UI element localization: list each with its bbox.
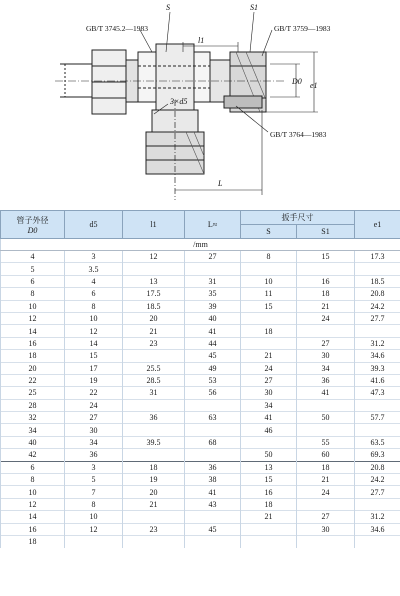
- table-cell: 30: [241, 387, 297, 399]
- table-cell: 7: [65, 486, 123, 498]
- table-cell: 30: [65, 424, 123, 436]
- table-cell: 23: [123, 523, 185, 535]
- table-cell: 27.7: [355, 312, 400, 324]
- table-cell: 27: [241, 374, 297, 386]
- table-cell: [355, 424, 400, 436]
- table-cell: 3: [65, 461, 123, 473]
- table-row: [1, 251, 400, 263]
- table-cell: 18: [1, 535, 65, 547]
- table-cell: 3: [65, 251, 123, 263]
- table-cell: 10: [65, 312, 123, 324]
- table-cell: 15: [65, 350, 123, 362]
- table-cell: 27: [65, 412, 123, 424]
- table-cell: [241, 523, 297, 535]
- table-cell: 21: [241, 511, 297, 523]
- table-cell: 41.6: [355, 374, 400, 386]
- fitting-drawing: [0, 0, 400, 208]
- table-cell: [355, 325, 400, 337]
- table-cell: 17.5: [123, 288, 185, 300]
- table-cell: 35: [185, 288, 241, 300]
- table-cell: 39.3: [355, 362, 400, 374]
- header-L: L≈: [185, 211, 241, 239]
- label-S: S: [166, 3, 170, 12]
- table-cell: 16: [1, 523, 65, 535]
- table-cell: 21: [297, 300, 355, 312]
- table-row: [1, 535, 400, 547]
- table-cell: [123, 511, 185, 523]
- table-cell: [355, 399, 400, 411]
- table-cell: [123, 449, 185, 461]
- table-cell: 10: [65, 511, 123, 523]
- table-cell: 19: [65, 374, 123, 386]
- table-cell: 5: [65, 474, 123, 486]
- table-cell: 12: [1, 498, 65, 510]
- label-3xd5: 3×d5: [170, 97, 188, 106]
- table-cell: 14: [1, 325, 65, 337]
- label-L: L: [218, 179, 223, 188]
- header-wrench-size: 扳手尺寸: [241, 211, 355, 225]
- table-row: [1, 350, 400, 362]
- table-cell: 36: [297, 374, 355, 386]
- table-cell: 18: [297, 461, 355, 473]
- table-cell: 24: [297, 486, 355, 498]
- table-row: [1, 312, 400, 324]
- table-cell: 30: [297, 350, 355, 362]
- table-cell: 8: [241, 251, 297, 263]
- table-cell: 3.5: [65, 263, 123, 275]
- label-S1: S1: [250, 3, 258, 12]
- table-cell: [297, 498, 355, 510]
- label-e1: e1: [310, 81, 318, 90]
- table-cell: [355, 535, 400, 547]
- table-cell: 23: [123, 337, 185, 349]
- table-cell: 22: [65, 387, 123, 399]
- unit-label: /mm: [1, 239, 400, 251]
- table-cell: [241, 263, 297, 275]
- table-cell: 8: [65, 300, 123, 312]
- table-cell: 21: [241, 350, 297, 362]
- table-cell: 13: [241, 461, 297, 473]
- table-cell: [297, 399, 355, 411]
- table-row: [1, 449, 400, 461]
- table-cell: 60: [297, 449, 355, 461]
- table-cell: 8: [65, 498, 123, 510]
- table-cell: 31: [185, 275, 241, 287]
- table-row: [1, 325, 400, 337]
- left-nut: [92, 50, 138, 114]
- table-cell: 50: [297, 412, 355, 424]
- table-cell: 14: [1, 511, 65, 523]
- table-cell: 18: [1, 350, 65, 362]
- table-cell: 24: [65, 399, 123, 411]
- table-row: [1, 461, 400, 473]
- table-cell: 18.5: [355, 275, 400, 287]
- table-cell: 4: [65, 275, 123, 287]
- table-cell: 14: [65, 337, 123, 349]
- table-cell: [185, 511, 241, 523]
- table-cell: 36: [123, 412, 185, 424]
- table-cell: 15: [297, 251, 355, 263]
- table-cell: [297, 325, 355, 337]
- table-cell: 34: [241, 399, 297, 411]
- table-cell: 16: [1, 337, 65, 349]
- table-cell: [185, 263, 241, 275]
- table-cell: 34.6: [355, 523, 400, 535]
- table-cell: 47.3: [355, 387, 400, 399]
- table-cell: 17: [65, 362, 123, 374]
- table-cell: 69.3: [355, 449, 400, 461]
- table-cell: 21: [297, 474, 355, 486]
- table-cell: 46: [241, 424, 297, 436]
- table-cell: 31: [123, 387, 185, 399]
- table-cell: [297, 535, 355, 547]
- table-cell: 53: [185, 374, 241, 386]
- table-row: [1, 436, 400, 448]
- table-cell: 41: [241, 412, 297, 424]
- table-cell: 12: [1, 312, 65, 324]
- header-S: S: [241, 225, 297, 239]
- table-cell: 63.5: [355, 436, 400, 448]
- table-cell: [123, 350, 185, 362]
- table-row: [1, 374, 400, 386]
- table-row: [1, 412, 400, 424]
- table-cell: 50: [241, 449, 297, 461]
- table-cell: 18: [297, 288, 355, 300]
- left-pipe: [60, 64, 92, 97]
- table-cell: 19: [123, 474, 185, 486]
- table-cell: 34.6: [355, 350, 400, 362]
- table-cell: 41: [185, 325, 241, 337]
- table-cell: 20: [1, 362, 65, 374]
- table-cell: 28: [1, 399, 65, 411]
- table-cell: 15: [241, 474, 297, 486]
- table-cell: [297, 424, 355, 436]
- table-cell: 44: [185, 337, 241, 349]
- table-cell: 17.3: [355, 251, 400, 263]
- table-cell: [185, 449, 241, 461]
- table-cell: 24.2: [355, 300, 400, 312]
- table-cell: 18: [241, 498, 297, 510]
- table-cell: 45: [185, 523, 241, 535]
- table-cell: 8: [1, 474, 65, 486]
- table-cell: [241, 436, 297, 448]
- bottom-fitting: [146, 100, 204, 200]
- table-cell: [123, 424, 185, 436]
- table-body: [1, 251, 400, 548]
- table-cell: 11: [241, 288, 297, 300]
- table-cell: 68: [185, 436, 241, 448]
- table-cell: 57.7: [355, 412, 400, 424]
- table-row: [1, 263, 400, 275]
- table-row: [1, 387, 400, 399]
- table-row: [1, 362, 400, 374]
- table-cell: 40: [185, 312, 241, 324]
- table-cell: [355, 498, 400, 510]
- table-cell: 56: [185, 387, 241, 399]
- table-cell: 27.7: [355, 486, 400, 498]
- table-cell: 32: [1, 412, 65, 424]
- table-row: [1, 300, 400, 312]
- table-cell: 55: [297, 436, 355, 448]
- table-cell: 18: [123, 461, 185, 473]
- table-cell: 36: [65, 449, 123, 461]
- table-cell: 45: [185, 350, 241, 362]
- table-cell: 36: [185, 461, 241, 473]
- table-cell: 12: [65, 325, 123, 337]
- header-S1: S1: [297, 225, 355, 239]
- table-row: [1, 474, 400, 486]
- table-cell: 31.2: [355, 511, 400, 523]
- table-cell: 30: [297, 523, 355, 535]
- header-e1: e1: [355, 211, 400, 239]
- table-cell: 34: [297, 362, 355, 374]
- dimension-table: [0, 210, 400, 596]
- table-cell: 20.8: [355, 288, 400, 300]
- table-cell: 42: [1, 449, 65, 461]
- table-cell: [123, 535, 185, 547]
- table-cell: [355, 263, 400, 275]
- table-cell: 25: [1, 387, 65, 399]
- table-row: [1, 511, 400, 523]
- std-label-left: GB/T 3745.2—1983: [86, 24, 148, 33]
- table-cell: 39.5: [123, 436, 185, 448]
- table-cell: [185, 424, 241, 436]
- table-cell: [65, 535, 123, 547]
- header-l1: l1: [123, 211, 185, 239]
- table-cell: [297, 263, 355, 275]
- table-cell: 16: [297, 275, 355, 287]
- table-cell: 12: [65, 523, 123, 535]
- table-cell: 25.5: [123, 362, 185, 374]
- table-cell: 43: [185, 498, 241, 510]
- table-cell: [185, 535, 241, 547]
- table-row: [1, 486, 400, 498]
- table-cell: 41: [185, 486, 241, 498]
- table-cell: 22: [1, 374, 65, 386]
- table-cell: 41: [297, 387, 355, 399]
- table-cell: 4: [1, 251, 65, 263]
- std-label-bottom: GB/T 3764—1983: [270, 130, 327, 139]
- table-cell: 63: [185, 412, 241, 424]
- table-cell: 10: [241, 275, 297, 287]
- label-D0: D0: [292, 77, 302, 86]
- table-cell: 18.5: [123, 300, 185, 312]
- table-cell: 20.8: [355, 461, 400, 473]
- table-cell: 31.2: [355, 337, 400, 349]
- table-cell: 10: [1, 300, 65, 312]
- table-row: [1, 337, 400, 349]
- table-cell: 13: [123, 275, 185, 287]
- table-row: [1, 399, 400, 411]
- table-cell: 20: [123, 312, 185, 324]
- table-cell: 6: [65, 288, 123, 300]
- table-row: [1, 288, 400, 300]
- table-cell: 12: [123, 251, 185, 263]
- header-pipe-od: 管子外径 D0: [1, 211, 65, 239]
- table-cell: [241, 312, 297, 324]
- table-cell: 20: [123, 486, 185, 498]
- table-cell: 27: [185, 251, 241, 263]
- table-row: [1, 275, 400, 287]
- table-cell: 38: [185, 474, 241, 486]
- table-cell: 40: [1, 436, 65, 448]
- table-cell: 10: [1, 486, 65, 498]
- table-cell: 21: [123, 325, 185, 337]
- table-row: [1, 498, 400, 510]
- table-cell: [123, 399, 185, 411]
- table-cell: 34: [65, 436, 123, 448]
- table-cell: [241, 535, 297, 547]
- table-cell: [185, 399, 241, 411]
- table-cell: 24: [241, 362, 297, 374]
- right-fitting: [210, 52, 266, 112]
- table-cell: 24.2: [355, 474, 400, 486]
- table-cell: 5: [1, 263, 65, 275]
- table-cell: 39: [185, 300, 241, 312]
- table-cell: 18: [241, 325, 297, 337]
- table-row: [1, 424, 400, 436]
- table-cell: 6: [1, 461, 65, 473]
- table-cell: 28.5: [123, 374, 185, 386]
- table-cell: 49: [185, 362, 241, 374]
- table-cell: 24: [297, 312, 355, 324]
- table-cell: 34: [1, 424, 65, 436]
- table-cell: 6: [1, 275, 65, 287]
- table-cell: 15: [241, 300, 297, 312]
- table-row: [1, 523, 400, 535]
- table-cell: 27: [297, 337, 355, 349]
- header-d5: d5: [65, 211, 123, 239]
- table-cell: 16: [241, 486, 297, 498]
- table-cell: [241, 337, 297, 349]
- table-cell: 21: [123, 498, 185, 510]
- table-cell: [123, 263, 185, 275]
- table-cell: 27: [297, 511, 355, 523]
- label-l1: l1: [198, 36, 205, 45]
- table-cell: 8: [1, 288, 65, 300]
- std-label-right: GB/T 3759—1983: [274, 24, 331, 33]
